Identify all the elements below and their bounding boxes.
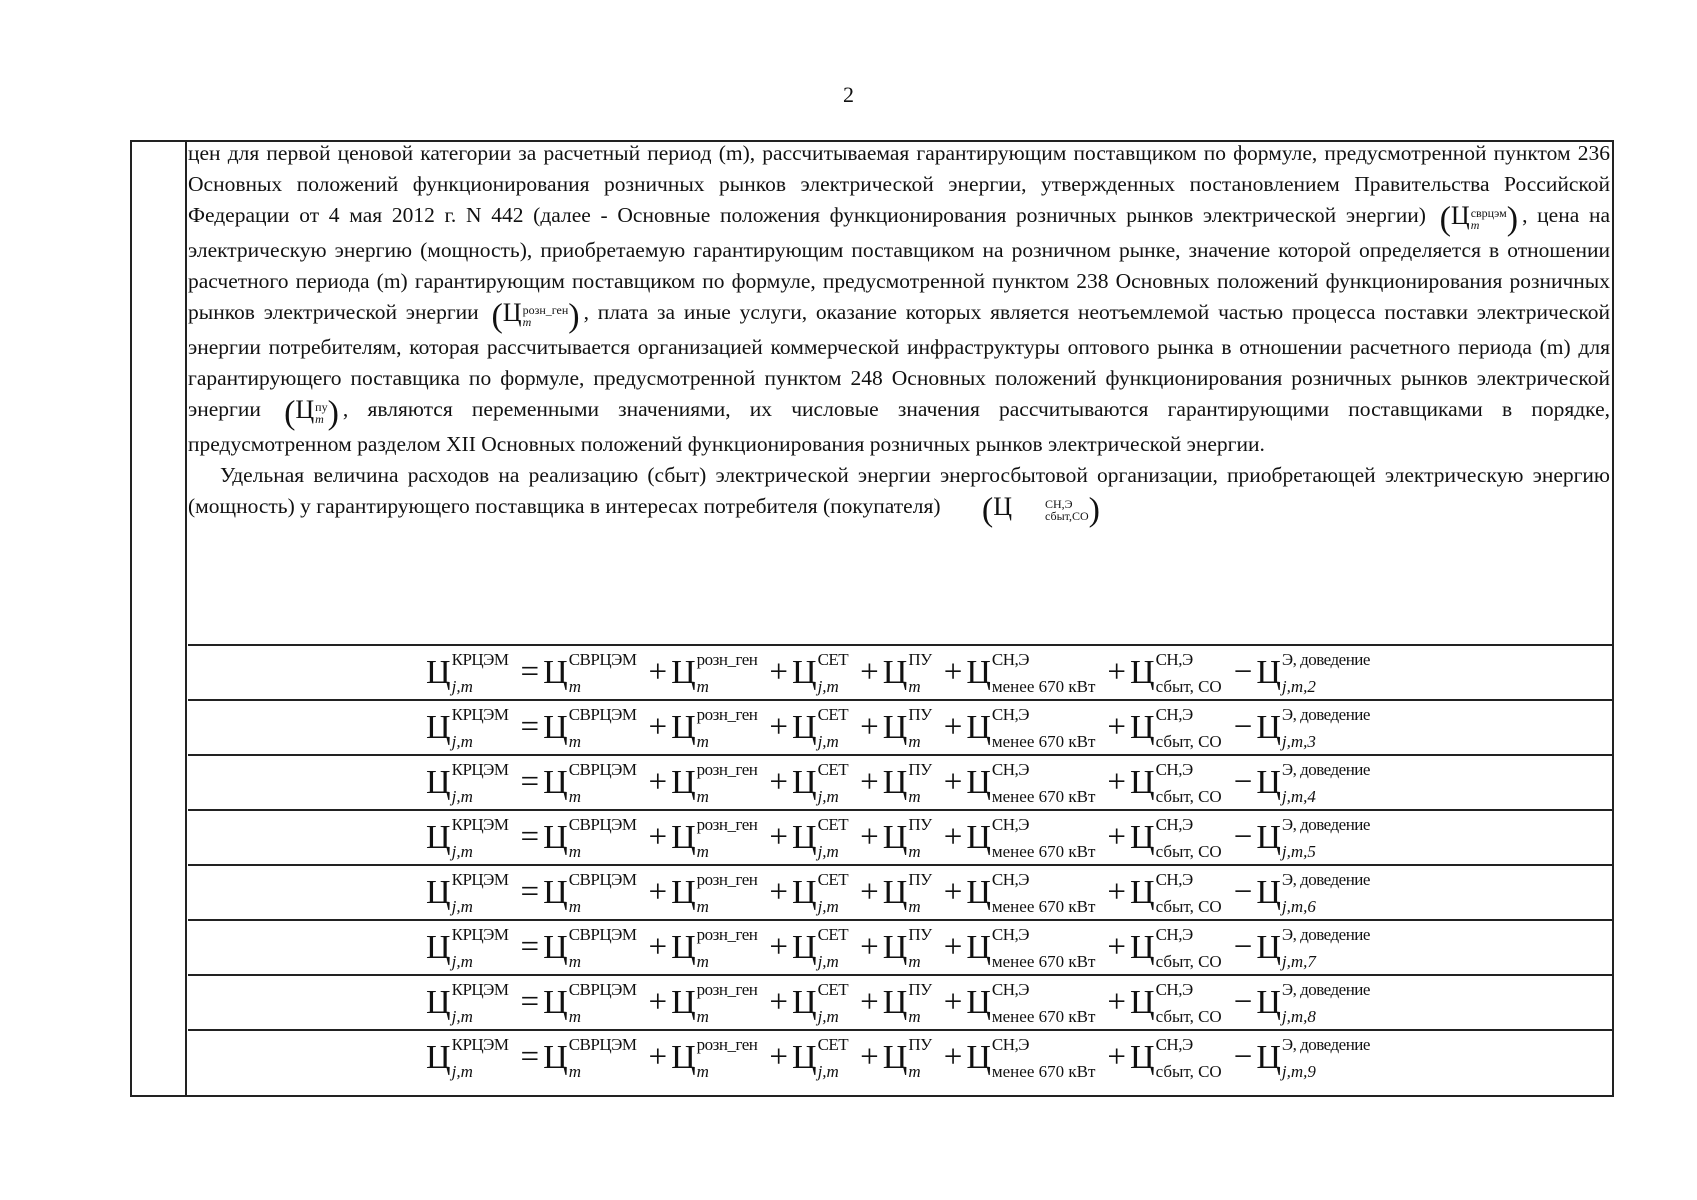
term-sn-less-670: Ц СН,Э менее 670 кВт bbox=[966, 759, 1096, 806]
plus-sign: + bbox=[648, 709, 668, 745]
term-set: Ц СЕТ j,m bbox=[792, 704, 849, 751]
symbol-price-pu: (Ц пу m ) bbox=[284, 394, 339, 432]
left-column-divider bbox=[185, 140, 187, 1097]
price-formula bbox=[426, 1036, 1374, 1080]
symbol-price-svrcem: (Ц сврцэм m ) bbox=[1439, 200, 1519, 238]
plus-sign: + bbox=[860, 709, 879, 745]
formula-cell bbox=[188, 645, 1612, 700]
formula-cell bbox=[188, 865, 1612, 920]
term-pu: Ц ПУ m bbox=[882, 979, 932, 1026]
minus-sign: − bbox=[1233, 764, 1253, 800]
plus-sign: + bbox=[943, 654, 963, 690]
term-set: Ц СЕТ j,m bbox=[792, 869, 849, 916]
plus-sign: + bbox=[648, 929, 668, 965]
price-formula bbox=[426, 816, 1374, 860]
plus-sign: + bbox=[1107, 819, 1127, 855]
price-formula bbox=[426, 651, 1374, 695]
price-formula bbox=[426, 871, 1374, 915]
equals-sign: = bbox=[520, 984, 540, 1020]
plus-sign: + bbox=[1107, 984, 1127, 1020]
equals-sign: = bbox=[520, 929, 540, 965]
term-pu: Ц ПУ m bbox=[882, 869, 932, 916]
text-cell bbox=[188, 138, 1611, 529]
term-svrcem: Ц СВРЦЭМ m bbox=[543, 814, 637, 861]
paragraph-2 bbox=[188, 460, 1610, 529]
paragraph-1 bbox=[188, 138, 1610, 460]
paragraph-1-part-4: , являются переменными значениями, их числовые значения рассчитываются гарантирующими поставщиками в порядке, предусмотренном разделом XII Основных положений функционирования розничных рынков электрической энергии. bbox=[188, 397, 1611, 456]
term-sn-sbyt: Ц СН,Э сбыт, СО bbox=[1130, 759, 1222, 806]
term-sn-sbyt: Ц СН,Э сбыт, СО bbox=[1130, 704, 1222, 751]
term-rozn-gen: Ц розн_ген m bbox=[671, 1034, 758, 1081]
formula-lhs: Ц КРЦЭМ j,m bbox=[426, 869, 509, 916]
equals-sign: = bbox=[520, 819, 540, 855]
plus-sign: + bbox=[648, 1039, 668, 1075]
term-dovedenie: Ц Э, доведение j,m,4 bbox=[1256, 759, 1370, 806]
term-dovedenie: Ц Э, доведение j,m,7 bbox=[1256, 924, 1370, 971]
plus-sign: + bbox=[860, 984, 879, 1020]
minus-sign: − bbox=[1233, 929, 1253, 965]
term-pu: Ц ПУ m bbox=[882, 924, 932, 971]
plus-sign: + bbox=[860, 819, 879, 855]
formula-lhs: Ц КРЦЭМ j,m bbox=[426, 759, 509, 806]
paragraph-1-part-2: , цена на электрическую энергию (мощность), приобретаемую гарантирующим поставщиком на розничном рынке, значение которой определяется в отношении расчетного периода (m) гарантирующим поставщиком по формуле, предусмотренной пунктом 238 Основных положений функционирования розничных рынков электрической энергии bbox=[188, 203, 1610, 325]
formula-row bbox=[188, 920, 1612, 975]
term-set: Ц СЕТ j,m bbox=[792, 1034, 849, 1081]
term-svrcem: Ц СВРЦЭМ m bbox=[543, 649, 637, 696]
plus-sign: + bbox=[860, 929, 879, 965]
formula-cell bbox=[188, 975, 1612, 1030]
plus-sign: + bbox=[943, 929, 963, 965]
term-rozn-gen: Ц розн_ген m bbox=[671, 814, 758, 861]
term-sn-less-670: Ц СН,Э менее 670 кВт bbox=[966, 704, 1096, 751]
minus-sign: − bbox=[1233, 1039, 1253, 1075]
term-svrcem: Ц СВРЦЭМ m bbox=[543, 704, 637, 751]
plus-sign: + bbox=[769, 654, 788, 690]
plus-sign: + bbox=[1107, 1039, 1127, 1075]
formula-lhs: Ц КРЦЭМ j,m bbox=[426, 704, 509, 751]
term-rozn-gen: Ц розн_ген m bbox=[671, 649, 758, 696]
term-dovedenie: Ц Э, доведение j,m,6 bbox=[1256, 869, 1370, 916]
equals-sign: = bbox=[520, 654, 540, 690]
term-svrcem: Ц СВРЦЭМ m bbox=[543, 924, 637, 971]
term-dovedenie: Ц Э, доведение j,m,2 bbox=[1256, 649, 1370, 696]
term-sn-less-670: Ц СН,Э менее 670 кВт bbox=[966, 924, 1096, 971]
term-dovedenie: Ц Э, доведение j,m,9 bbox=[1256, 1034, 1370, 1081]
plus-sign: + bbox=[648, 764, 668, 800]
formula-row bbox=[188, 810, 1612, 865]
formula-cell bbox=[188, 920, 1612, 975]
plus-sign: + bbox=[860, 654, 879, 690]
plus-sign: + bbox=[860, 1039, 879, 1075]
term-pu: Ц ПУ m bbox=[882, 814, 932, 861]
plus-sign: + bbox=[1107, 874, 1127, 910]
formula-lhs: Ц КРЦЭМ j,m bbox=[426, 814, 509, 861]
equals-sign: = bbox=[520, 874, 540, 910]
formula-lhs: Ц КРЦЭМ j,m bbox=[426, 924, 509, 971]
term-sn-less-670: Ц СН,Э менее 670 кВт bbox=[966, 649, 1096, 696]
minus-sign: − bbox=[1233, 819, 1253, 855]
term-pu: Ц ПУ m bbox=[882, 704, 932, 751]
formula-row bbox=[188, 1030, 1612, 1084]
minus-sign: − bbox=[1233, 654, 1253, 690]
formula-lhs: Ц КРЦЭМ j,m bbox=[426, 1034, 509, 1081]
term-set: Ц СЕТ j,m bbox=[792, 649, 849, 696]
plus-sign: + bbox=[860, 764, 879, 800]
plus-sign: + bbox=[943, 764, 963, 800]
equals-sign: = bbox=[520, 1039, 540, 1075]
plus-sign: + bbox=[769, 1039, 788, 1075]
plus-sign: + bbox=[769, 984, 788, 1020]
term-set: Ц СЕТ j,m bbox=[792, 814, 849, 861]
term-rozn-gen: Ц розн_ген m bbox=[671, 704, 758, 751]
plus-sign: + bbox=[648, 874, 668, 910]
term-sn-sbyt: Ц СН,Э сбыт, СО bbox=[1130, 979, 1222, 1026]
formula-row bbox=[188, 755, 1612, 810]
formula-cell bbox=[188, 700, 1612, 755]
price-formula bbox=[426, 706, 1374, 750]
term-svrcem: Ц СВРЦЭМ m bbox=[543, 869, 637, 916]
plus-sign: + bbox=[769, 709, 788, 745]
term-pu: Ц ПУ m bbox=[882, 759, 932, 806]
term-svrcem: Ц СВРЦЭМ m bbox=[543, 1034, 637, 1081]
plus-sign: + bbox=[769, 929, 788, 965]
formula-row bbox=[188, 865, 1612, 920]
term-set: Ц СЕТ j,m bbox=[792, 979, 849, 1026]
formula-cell bbox=[188, 810, 1612, 865]
term-dovedenie: Ц Э, доведение j,m,5 bbox=[1256, 814, 1370, 861]
equals-sign: = bbox=[520, 709, 540, 745]
plus-sign: + bbox=[1107, 654, 1127, 690]
plus-sign: + bbox=[1107, 929, 1127, 965]
term-dovedenie: Ц Э, доведение j,m,3 bbox=[1256, 704, 1370, 751]
page-number: 2 bbox=[843, 82, 854, 107]
equals-sign: = bbox=[520, 764, 540, 800]
symbol-price-sn-sbyt: (Ц СН,Э сбыт,СО ) bbox=[981, 491, 1100, 529]
plus-sign: + bbox=[1107, 709, 1127, 745]
paragraph-1-part-1: цен для первой ценовой категории за расчетный период (m), рассчитываемая гарантирующим поставщиком по формуле, предусмотренной пунктом 236 Основных положений функционирования розничных рынков электрической энергии, утвержденных постановлением Правительства Российской Федерации от 4 мая 2012 г. N 442 (далее - Основные положения функционирования розничных рынков электрической энергии) bbox=[188, 141, 1610, 228]
formula-row bbox=[188, 975, 1612, 1030]
plus-sign: + bbox=[1107, 764, 1127, 800]
term-rozn-gen: Ц розн_ген m bbox=[671, 759, 758, 806]
paragraph-1-part-3: , плата за иные услуги, оказание которых является неотъемлемой частью процесса поставки электрической энергии потребителям, которая рассчитывается организацией коммерческой инфраструктуры оптового рынка в отношении расчетного периода (m) для гарантирующего поставщика по формуле, предусмотренной пунктом 248 Основных положений функционирования розничных рынков электрической энергии bbox=[188, 300, 1611, 422]
minus-sign: − bbox=[1233, 709, 1253, 745]
term-set: Ц СЕТ j,m bbox=[792, 924, 849, 971]
term-sn-less-670: Ц СН,Э менее 670 кВт bbox=[966, 869, 1096, 916]
symbol-price-rozn-gen: (Ц розн_ген m ) bbox=[491, 297, 580, 335]
plus-sign: + bbox=[648, 819, 668, 855]
term-sn-less-670: Ц СН,Э менее 670 кВт bbox=[966, 979, 1096, 1026]
plus-sign: + bbox=[943, 874, 963, 910]
term-sn-sbyt: Ц СН,Э сбыт, СО bbox=[1130, 814, 1222, 861]
formula-row bbox=[188, 645, 1612, 700]
term-sn-less-670: Ц СН,Э менее 670 кВт bbox=[966, 1034, 1096, 1081]
term-sn-sbyt: Ц СН,Э сбыт, СО bbox=[1130, 1034, 1222, 1081]
price-formula bbox=[426, 926, 1374, 970]
formula-cell bbox=[188, 755, 1612, 810]
term-rozn-gen: Ц розн_ген m bbox=[671, 924, 758, 971]
term-sn-less-670: Ц СН,Э менее 670 кВт bbox=[966, 814, 1096, 861]
formula-cell bbox=[188, 1030, 1612, 1084]
plus-sign: + bbox=[943, 819, 963, 855]
term-rozn-gen: Ц розн_ген m bbox=[671, 979, 758, 1026]
plus-sign: + bbox=[943, 1039, 963, 1075]
plus-sign: + bbox=[769, 764, 788, 800]
paragraph-2-text: Удельная величина расходов на реализацию (сбыт) электрической энергии энергосбытовой организации, приобретающей электрическую энергию (мощность) у гарантирующего поставщика в интересах потребителя (покупателя) bbox=[188, 463, 1610, 519]
minus-sign: − bbox=[1233, 874, 1253, 910]
formula-lhs: Ц КРЦЭМ j,m bbox=[426, 979, 509, 1026]
price-formula bbox=[426, 981, 1374, 1025]
plus-sign: + bbox=[943, 709, 963, 745]
term-set: Ц СЕТ j,m bbox=[792, 759, 849, 806]
plus-sign: + bbox=[769, 819, 788, 855]
term-sn-sbyt: Ц СН,Э сбыт, СО bbox=[1130, 869, 1222, 916]
plus-sign: + bbox=[648, 984, 668, 1020]
formula-lhs: Ц КРЦЭМ j,m bbox=[426, 649, 509, 696]
price-formula bbox=[426, 761, 1374, 805]
term-sn-sbyt: Ц СН,Э сбыт, СО bbox=[1130, 924, 1222, 971]
minus-sign: − bbox=[1233, 984, 1253, 1020]
term-pu: Ц ПУ m bbox=[882, 649, 932, 696]
formula-table bbox=[188, 644, 1612, 1084]
term-pu: Ц ПУ m bbox=[882, 1034, 932, 1081]
plus-sign: + bbox=[648, 654, 668, 690]
term-sn-sbyt: Ц СН,Э сбыт, СО bbox=[1130, 649, 1222, 696]
plus-sign: + bbox=[943, 984, 963, 1020]
term-svrcem: Ц СВРЦЭМ m bbox=[543, 759, 637, 806]
term-rozn-gen: Ц розн_ген m bbox=[671, 869, 758, 916]
formula-row bbox=[188, 700, 1612, 755]
term-dovedenie: Ц Э, доведение j,m,8 bbox=[1256, 979, 1370, 1026]
term-svrcem: Ц СВРЦЭМ m bbox=[543, 979, 637, 1026]
plus-sign: + bbox=[860, 874, 879, 910]
plus-sign: + bbox=[769, 874, 788, 910]
